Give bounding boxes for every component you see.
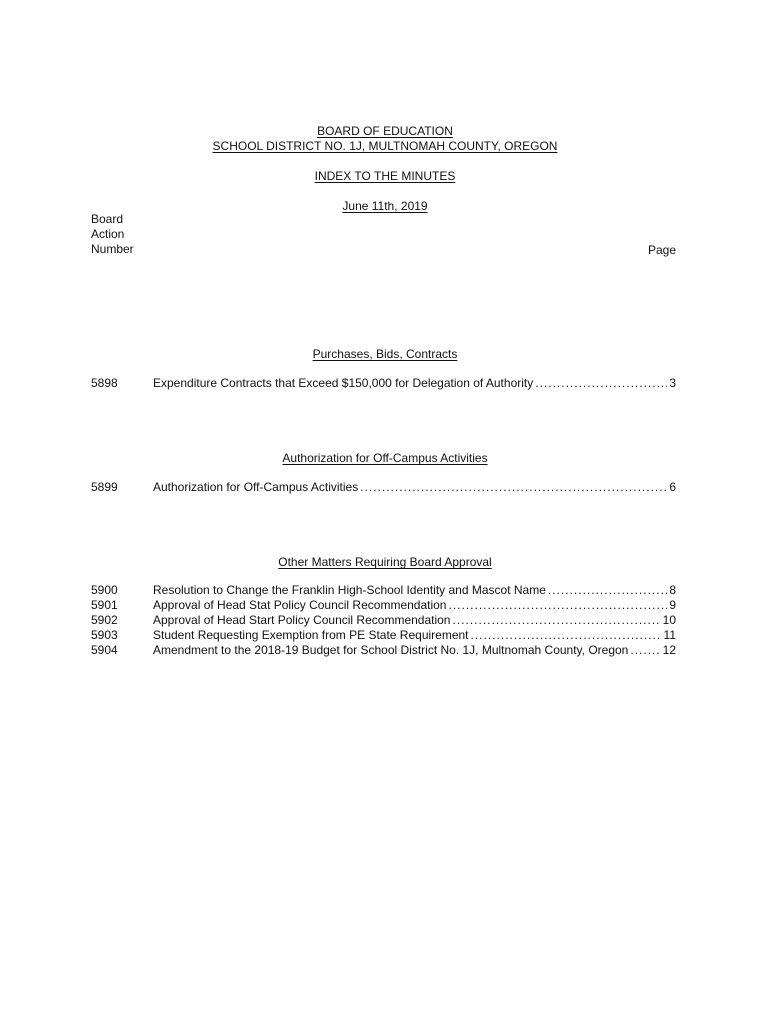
index-entry	[91, 376, 676, 391]
entry-number: 5904	[91, 643, 118, 657]
entry-page: 6	[669, 480, 676, 494]
entry-page: 12	[662, 643, 676, 657]
label-action: Action	[91, 227, 125, 241]
index-entry	[91, 583, 676, 598]
entry-page: 8	[669, 583, 676, 597]
entry-number: 5899	[91, 480, 118, 494]
index-title: INDEX TO THE MINUTES	[314, 169, 456, 183]
index-entry	[91, 643, 676, 658]
district-title: SCHOOL DISTRICT NO. 1J, MULTNOMAH COUNTY, OREGON	[212, 139, 558, 153]
entry-title: Authorization for Off-Campus Activities	[153, 480, 359, 494]
entry-title: Resolution to Change the Franklin High-School Identity and Mascot Name	[153, 583, 546, 597]
entry-page: 9	[669, 598, 676, 612]
dot-leader	[630, 643, 660, 658]
index-entry	[91, 480, 676, 495]
meeting-date: June 11th, 2019	[342, 199, 428, 213]
entry-number: 5900	[91, 583, 118, 597]
entry-page: 3	[669, 376, 676, 390]
entry-number: 5903	[91, 628, 118, 642]
entry-title: Student Requesting Exemption from PE State Requirement	[153, 628, 469, 642]
index-entry	[91, 628, 676, 643]
label-board: Board	[91, 212, 124, 226]
board-title: BOARD OF EDUCATION	[317, 124, 453, 138]
label-number: Number	[91, 242, 134, 256]
section-title-other-matters: Other Matters Requiring Board Approval	[278, 555, 492, 569]
dot-leader	[548, 583, 667, 598]
label-page: Page	[647, 243, 676, 257]
index-entry	[91, 598, 676, 613]
entry-title: Amendment to the 2018-19 Budget for School District No. 1J, Multnomah County, Oregon	[153, 643, 629, 657]
section-title-off-campus: Authorization for Off-Campus Activities	[282, 451, 488, 465]
entry-title: Approval of Head Stat Policy Council Recommendation	[153, 598, 447, 612]
entry-page: 11	[663, 628, 676, 642]
dot-leader	[448, 598, 667, 613]
entry-page: 10	[662, 613, 676, 627]
index-entry	[91, 613, 676, 628]
entry-title: Approval of Head Start Policy Council Recommendation	[153, 613, 451, 627]
entry-number: 5902	[91, 613, 118, 627]
entry-number: 5901	[91, 598, 118, 612]
dot-leader	[535, 376, 667, 391]
section-title-purchases: Purchases, Bids, Contracts	[312, 347, 458, 361]
entry-title: Expenditure Contracts that Exceed $150,000 for Delegation of Authority	[153, 376, 534, 390]
dot-leader	[452, 613, 660, 628]
entry-number: 5898	[91, 376, 118, 390]
dot-leader	[471, 628, 662, 643]
dot-leader	[360, 480, 667, 495]
